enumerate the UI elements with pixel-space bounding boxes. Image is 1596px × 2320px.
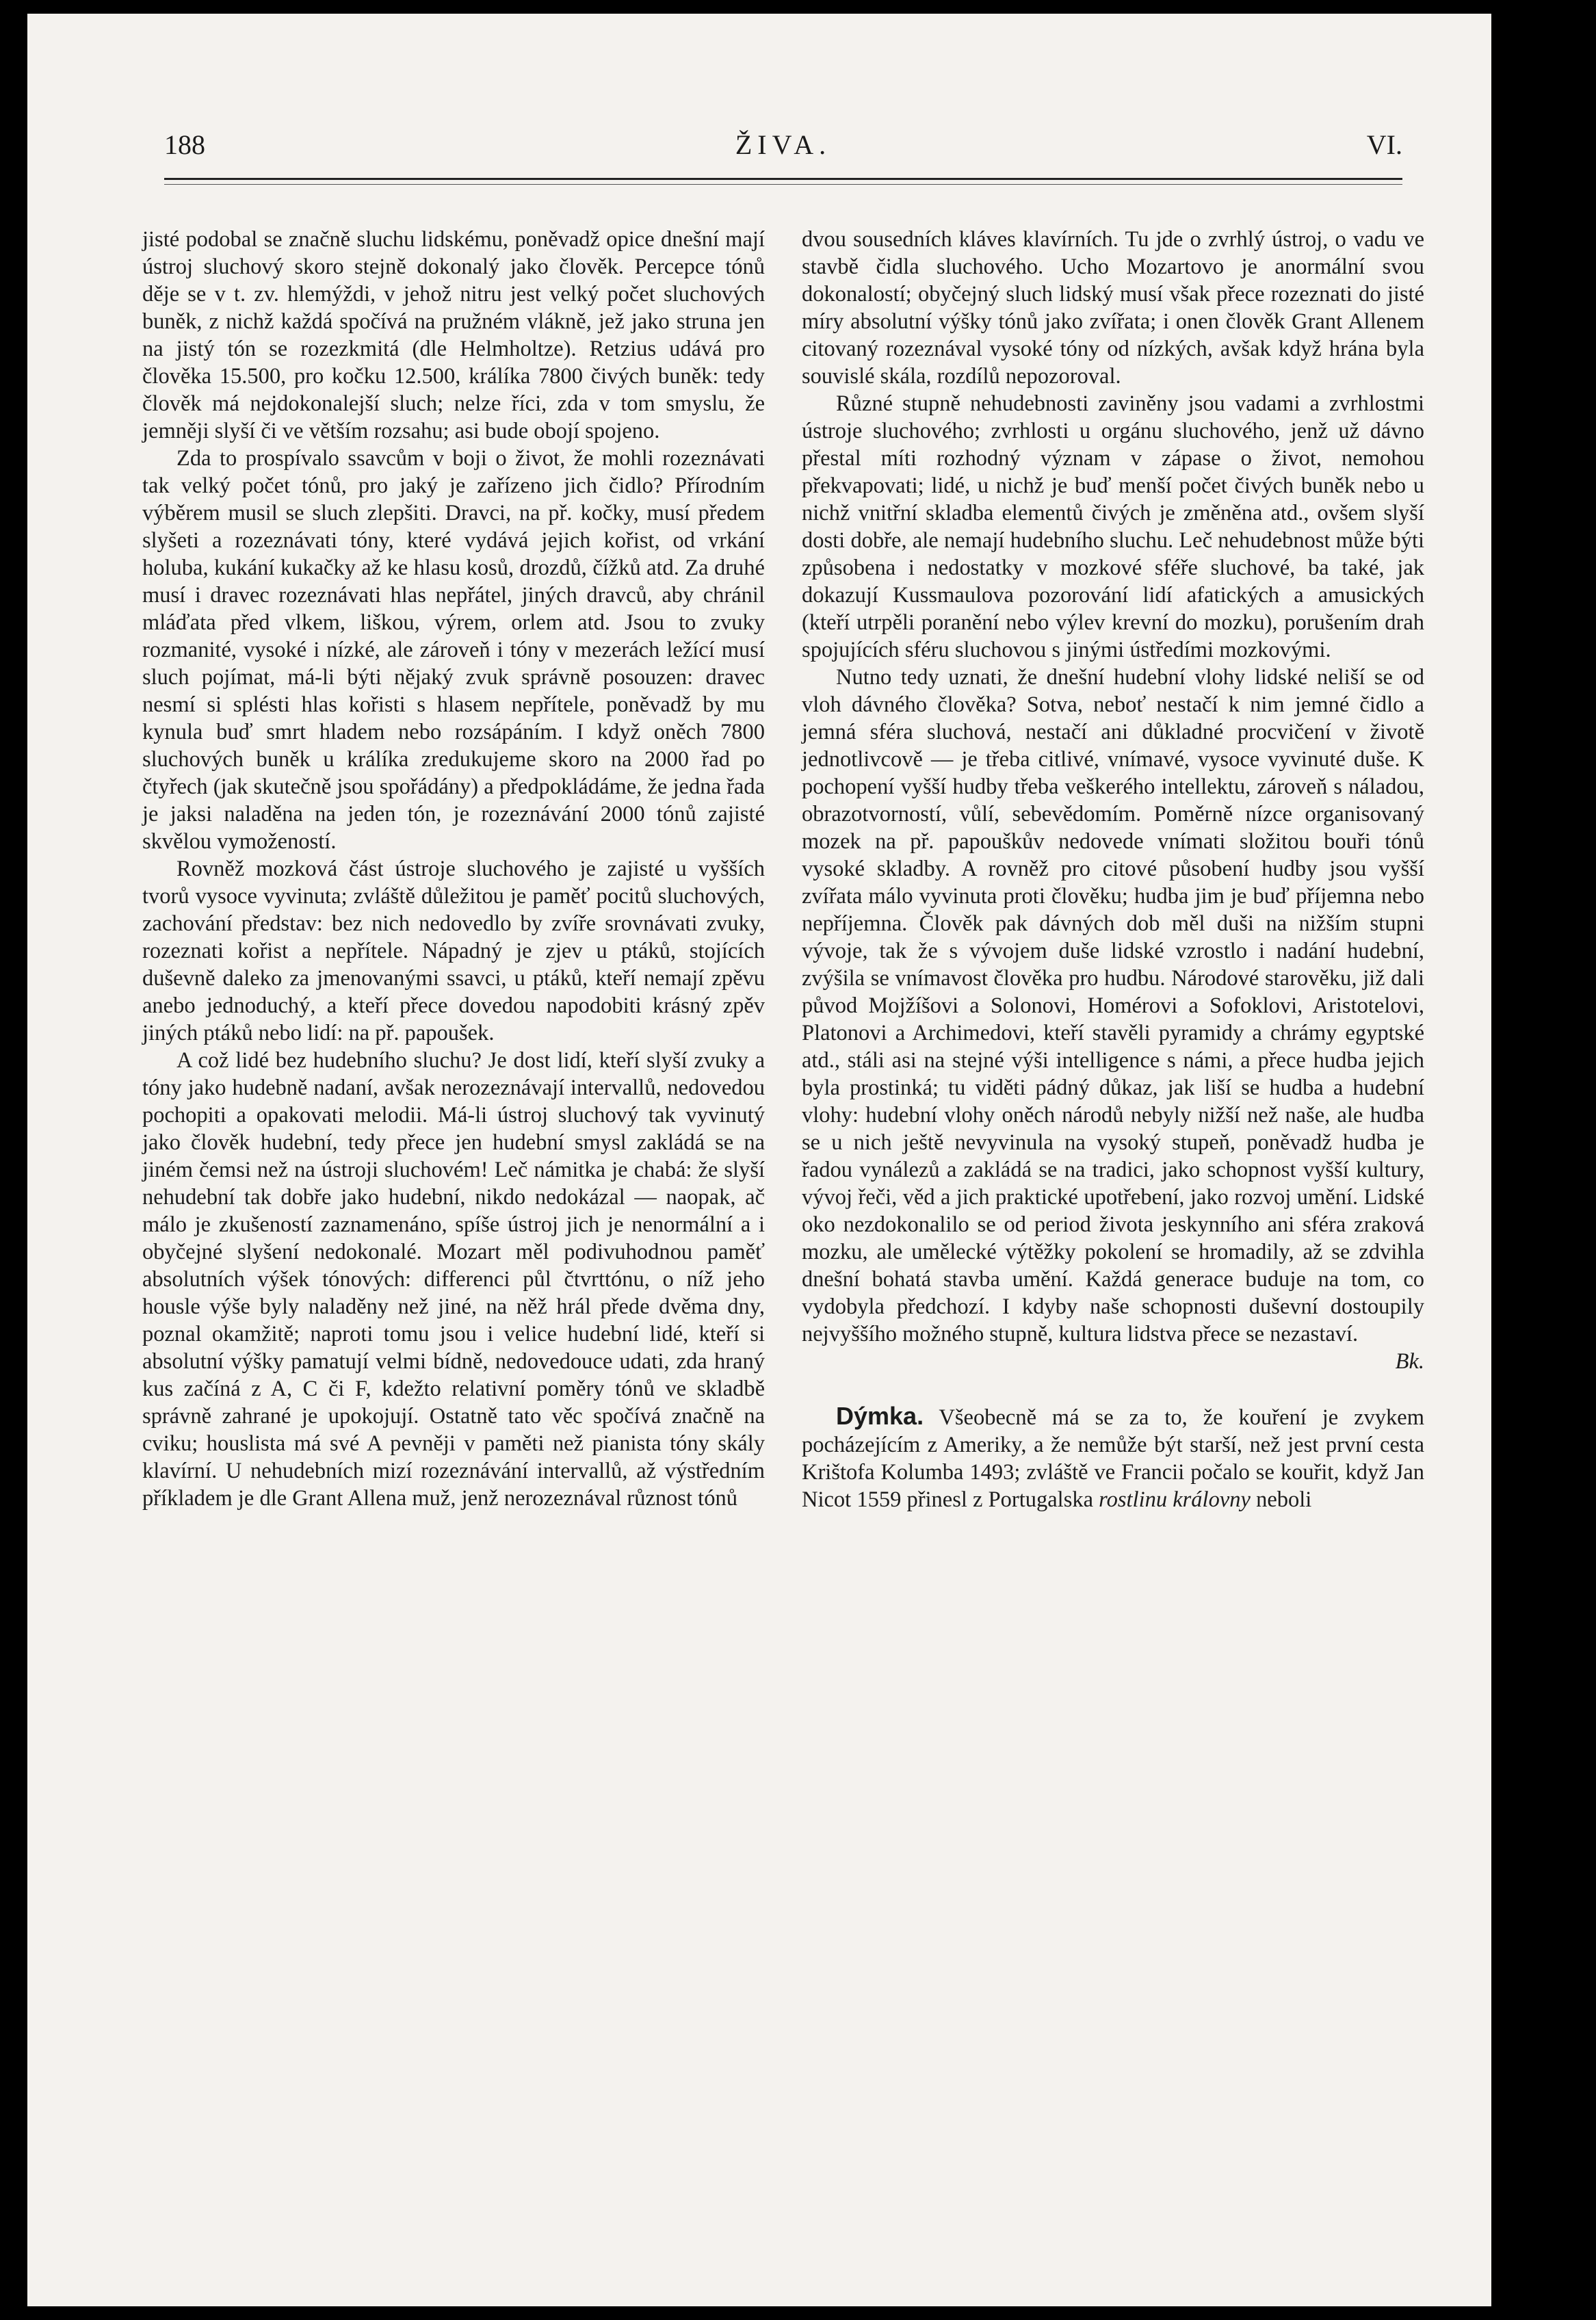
dymka-italic-phrase: rostlinu královny <box>1099 1487 1251 1512</box>
journal-page <box>27 14 1491 2306</box>
page-header <box>164 129 1402 177</box>
section-gap <box>802 1375 1424 1403</box>
dymka-text-end: neboli <box>1250 1487 1312 1512</box>
paragraph: Nutno tedy uznati, že dnešní hudební vlohy lidské neliší se od vloh dávného člověka? Sotva, neboť nestačí k nim jemné čidlo a jemná sféra sluchová, nestačí ani důkladné procvičení v životě jednotlivcově — je třeba citlivé, vnímavé, vysoce vyvinuté duše. K pochopení vyšší hudby třeba veškerého intellektu, zároveň s náladou, obrazotvorností, vůlí, sebevědomím. Poměrně nízce organisovaný mozek na př. papouškův nedovede vnímati složitou bouři tónů vysoké skladby. A rovněž pro citové působení hudby jsou vyšší zvířata málo vyvinuta proti člověku; hudba jim je buď příjemna nebo nepříjemna. Člověk pak dávných dob měl duši na nižším stupni vývoje, tak že s vývojem duše lidské vzrostlo i nadání hudební, zvýšila se vnímavost člověka pro hudbu. Národové starověku, již dali původ Mojžíšovi a Solonovi, Homérovi a Sofoklovi, Aristotelovi, Platonovi a Archimedovi, kteří stavěli pyramidy a chrámy egyptské atd., stáli asi na stejné výši intelligence s námi, a přece hudba jejich byla prostinká; tu viděti pádný důkaz, jak liší se hudba a hudební vlohy: hudební vlohy oněch národů nebyly nižší než naše, ale hudba se u nich ještě nevyvinula na vysoký stupeň, poněvadž hudba je řadou vynálezů a zakládá se na tradici, jako schopnost vyšší kultury, vývoj řeči, věd a jich praktické upotřebení, jako rozvoj umění. Lidské oko nezdokonalilo se od period života jeskynního ani sféra zraková mozku, ale umělecké výtěžky pokolení se hromadily, až se zdvihla dnešní bohatá stavba umění. Každá generace buduje na tom, co vydobyla předchozí. I kdyby naše schopnosti duševní dostoupily nejvyššího možného stupně, kultura lidstva přece se nezastaví. <box>802 665 1424 1346</box>
right-column <box>802 226 1424 1513</box>
volume-number: VI. <box>1366 129 1402 160</box>
page-number: 188 <box>164 129 205 160</box>
paragraph: jisté podobal se značně sluchu lidskému, poněvadž opice dnešní mají ústroj sluchový skoro stejně dokonalý jako člověk. Percepce tónů děje se v t. zv. hlemýždi, v jehož nitru jest velký počet sluchových buněk, z nichž každá spočívá na pružném vlákně, jež jako struna jen na jistý tón se rozezkmitá (dle Helmholtze). Retzius udává pro člověka 15.500, pro kočku 12.500, králíka 7800 čivých buněk: tedy člověk má nejdokonalejší sluch; nelze říci, zda v tom smyslu, že jemněji slyší či ve větším rozsahu; asi bude obojí spojeno. <box>142 227 765 443</box>
paragraph: Rovněž mozková část ústroje sluchového je zajisté u vyšších tvorů vysoce vyvinuta; zvláště důležitou je paměť pocitů sluchových, zachování představ: bez nich nedovedlo by zvíře srovnávati zvuky, rozeznati kořist a nepřítele. Nápadný je zjev u ptáků, stojících duševně daleko za jmenovanými ssavci, u ptáků, kteří nemají zpěvu anebo jednoduchý, a kteří přece dovedou napodobiti krásný zpěv jiných ptáků nebo lidí: na př. papoušek. <box>142 857 765 1045</box>
left-column <box>142 226 765 1512</box>
header-rule <box>164 178 1402 185</box>
paragraph: dvou sousedních kláves klavírních. Tu jde o zvrhlý ústroj, o vadu ve stavbě čidla sluchového. Ucho Mozartovo je anormální svou dokonalostí; obyčejný sluch lidský musí však přece rozeznati do jisté míry absolutní výšky tónů jako zvířata; i onen člověk Grant Allenem citovaný rozeznával vysoké tóny od nízkých, avšak když hrána byla souvislé skála, rozdílů nepozoroval. <box>802 227 1424 389</box>
paragraph: A což lidé bez hudebního sluchu? Je dost lidí, kteří slyší zvuky a tóny jako hudebně nadaní, avšak nerozeznávají intervallů, nedovedou pochopiti a opakovati melodii. Má-li ústroj sluchový tak vyvinutý jako člověk hudební, tedy přece jen hudební smysl zakládá se na jiném čemsi než na ústroji sluchovém! Leč námitka je chabá: že slyší nehudební tak dobře jako hudební, nikdo nedokázal — naopak, ač málo je zkušeností zaznamenáno, spíše ústroj jich je nenormální a i obyčejné slyšení nedokonalé. Mozart měl podivuhodnou paměť absolutních výšek tónových: differenci půl čtvrttónu, o níž jeho housle výše byly naladěny než jiné, na něž hrál přede dvěma dny, poznal okamžitě; naproti tomu jsou i velice hudební lidé, kteří si absolutní výšky pamatují velmi bídně, nedovedouce udati, zda hraný kus začíná z A, C či F, kdežto relativní poměry tónů ve skladbě správně zahrané je upokojují. Ostatně tato věc spočívá značně na cviku; houslista má své A pevněji v paměti než pianista tóny skály klavírní. U nehudebních mizí rozeznávání intervallů, až výstředním příkladem je dle Grant Allena muž, jenž nerozeznával různost tónů <box>142 1048 765 1511</box>
journal-title: ŽIVA. <box>735 129 832 160</box>
paragraph: Různé stupně nehudebnosti zaviněny jsou vadami a zvrhlostmi ústroje sluchového; zvrhlosti u orgánu sluchového, jenž už dávno přestal míti rozhodný význam v zápase o život, nemohou překvapovati; lidé, u nichž je buď menší počet čivých buněk nebo u nichž vnitřní skladba elementů čivých je změněna atd., ovšem slyší dosti dobře, ale nemají hudebního sluchu. Leč nehudebnost může býti způsobena i nedostatky v mozkové sféře sluchové, ba také, jak dokazují Kussmaulova pozorování lidí afatických a amusických (kteří utrpěli poranění nebo výlev krevní do mozku), porušením drah spojujících sféru sluchovou s jinými ústředími mozkovými. <box>802 391 1424 662</box>
dymka-heading: Dýmka. <box>836 1402 924 1430</box>
dymka-text: Všeobecně má se za to, že kouření je zvykem pocházejícím z Ameriky, a že nemůže být starší, než jest první cesta Krištofa Kolumba 1493; zvláště ve Francii počalo se kouřit, když Jan Nicot 1559 přinesl z Portugalska <box>802 1405 1424 1512</box>
dymka-article <box>802 1403 1424 1513</box>
paragraph: Zda to prospívalo ssavcům v boji o život, že mohli rozeznávati tak velký počet tónů, pro jaký je zařízeno jich čidlo? Přírodním výběrem musil se sluch zlepšiti. Dravci, na př. kočky, musí předem slyšeti a rozeznávati tóny, které vydává jejich kořist, od vrkání holuba, kukání kukačky až ke hlasu kosů, drozdů, čížků atd. Za druhé musí i dravec rozeznávati hlas nepřátel, jiných dravců, aby chránil mláďata před vlkem, liškou, výrem, orlem atd. Jsou to zvuky rozmanité, vysoké i nízké, ale zároveň i tóny v mezerách ležící musí sluch pojímat, má-li býti nějaký zvuk správně posouzen: dravec nesmí si splésti hlas kořisti s hlasem nepřítele, poněvadž by mu kynula buď smrt hladem nebo rozsápáním. I když oněch 7800 sluchových buněk u králíka zredukujeme skoro na 2000 řad po čtyřech (jak skutečně jsou spořádány) a předpokládáme, že jedna řada je jaksi naladěna na jeden tón, je rozeznávání 2000 tónů zajisté skvělou vymožeností. <box>142 446 765 854</box>
author-signature: Bk. <box>1395 1349 1424 1374</box>
